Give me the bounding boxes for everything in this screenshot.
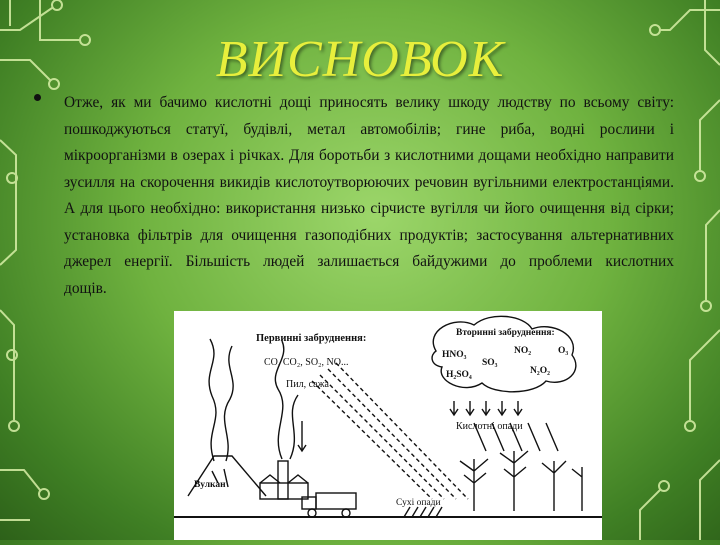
- slide-title: ВИСНОВОК: [215, 31, 505, 88]
- acid-rain-label: Кислотні опади: [456, 421, 523, 432]
- so3-label: SO₃: [482, 358, 498, 368]
- o3-label: O₃: [558, 346, 569, 356]
- no2-label: NO₂: [514, 346, 532, 356]
- n2o2-label: N₂O₂: [530, 366, 550, 376]
- h2so4-label: H₂SO₄: [446, 370, 472, 380]
- acid-rain-diagram: [174, 311, 602, 540]
- primary-pollution-title: Первинні забруднення:: [256, 333, 367, 344]
- primary-pollution-formula: CO, CO₂, SO₂, NO...: [264, 357, 349, 368]
- dust-label: Пил, сажа: [286, 379, 329, 390]
- bullet-text-main: Отже, як ми бачимо кислотні дощі приносять велику шкоду людству по всьому світу: пошкоджуються статуї, будівлі, метал автомобілів; гине риба, водні рослини і мікроорганізми в озерах і річках. Для боротьби з кислотними дощами необхідно направити зусилля на скорочення викидів кислотоутворюючих речовин вугільними електростанціями. А для цього необхідно: використання низько сірчисте вугілля чи його очищення від сірки; установка фільтрів для очищення газоподібних продуктів; застосування альтернативних джерел енергії. Більшість людей залишається байдужими до проблеми кислотних: [64, 94, 674, 270]
- hno3-label: HNO₃: [442, 350, 467, 360]
- bullet-text-tail: дощів.: [64, 279, 107, 297]
- bullet-paragraph: [34, 90, 674, 302]
- acid-rain-diagram-svg: [174, 311, 602, 540]
- volcano-label: Вулкан: [194, 480, 226, 490]
- bullet-marker: [34, 94, 41, 101]
- secondary-pollution-title: Вторинні забруднення:: [456, 328, 555, 338]
- dry-fall-label: Сухі опади: [396, 498, 441, 508]
